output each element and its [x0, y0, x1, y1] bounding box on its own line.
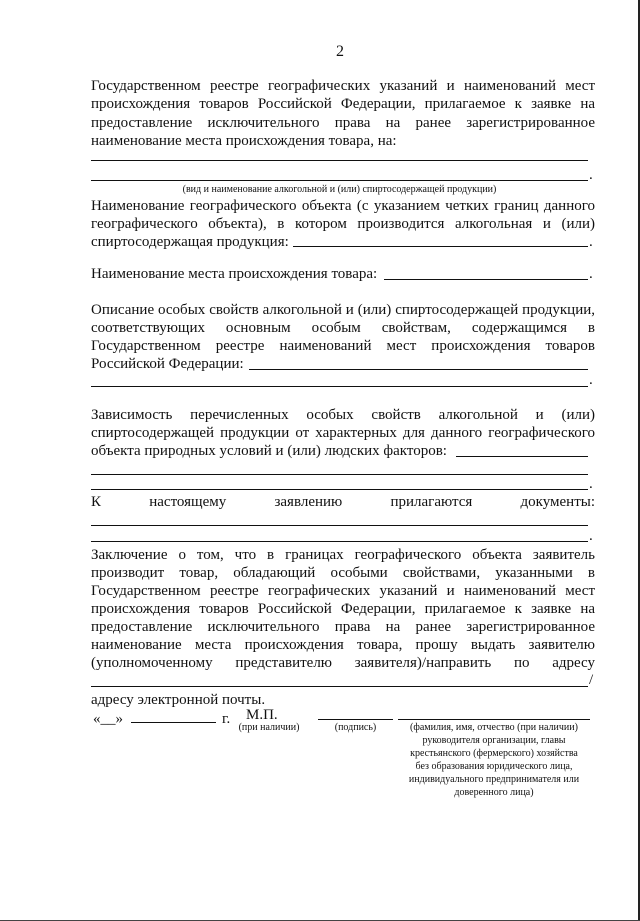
conclusion-line-5: предоставление исключительного права на ранее зарегистрированное — [91, 619, 595, 635]
conclusion-line-3: Государственном реестре географических указаний и наименований мест — [91, 583, 595, 599]
geo-line-2: географического объекта), в котором производится алкогольная и (или) — [91, 216, 595, 232]
dependency-fill-line-1[interactable] — [456, 456, 588, 457]
signature-caption: (подпись) — [334, 722, 377, 733]
name-caption-5: индивидуального предпринимателя или — [408, 774, 580, 785]
documents-line: К настоящему заявлению прилагаются документы: — [91, 494, 595, 510]
year-label: г. — [222, 711, 231, 727]
geo-fill-dot: . — [589, 234, 593, 250]
geo-line-1: Наименование географического объекта (с указанием четких границ данного — [91, 198, 595, 214]
documents-fill-line-1[interactable] — [91, 525, 588, 526]
properties-fill-line-2[interactable] — [91, 386, 588, 387]
intro-line-1: Государственном реестре географических указаний и наименований мест — [91, 78, 595, 94]
intro-line-3: предоставление исключительного права на ранее зарегистрированное — [91, 115, 595, 131]
documents-fill-dot: . — [589, 528, 593, 544]
properties-line-4: Российской Федерации: — [91, 356, 244, 372]
origin-label: Наименование места происхождения товара: — [91, 266, 378, 282]
name-caption-6: доверенного лица) — [454, 787, 534, 798]
geo-line-3: спиртосодержащая продукция: — [91, 234, 289, 250]
name-caption-4: без образования юридического лица, — [415, 761, 573, 772]
intro-line-4: наименование места происхождения товара, на: — [91, 133, 397, 149]
origin-fill-dot: . — [589, 266, 593, 282]
conclusion-line-2: производит товар, обладающий особыми свойствами, указанными в — [91, 565, 595, 581]
date-open: «__» — [93, 711, 123, 727]
geo-fill-line[interactable] — [293, 246, 588, 247]
properties-fill-dot: . — [589, 372, 593, 388]
date-month-line[interactable] — [131, 722, 216, 723]
name-caption-3: крестьянского (фермерского) хозяйства — [410, 748, 578, 759]
conclusion-line-7: (уполномоченному представителю заявителя)/направить по адресу — [91, 655, 595, 671]
product-fill-line-2[interactable] — [91, 180, 588, 181]
name-caption-2: руководителя организации, главы — [422, 735, 566, 746]
properties-line-2: соответствующих основным особым свойствам, содержащимся в — [91, 320, 595, 336]
address-fill-line[interactable] — [91, 686, 588, 687]
documents-fill-line-2[interactable] — [91, 541, 588, 542]
intro-line-2: происхождения товаров Российской Федерации, прилагаемое к заявке на — [91, 96, 595, 112]
properties-fill-line-1[interactable] — [249, 369, 588, 370]
conclusion-line-6: наименование места происхождения товара, прошу выдать заявителю — [91, 637, 595, 653]
dependency-fill-line-2[interactable] — [91, 474, 588, 475]
product-fill-dot: . — [589, 167, 593, 183]
conclusion-line-4: происхождения товаров Российской Федерации, прилагаемое к заявке на — [91, 601, 595, 617]
dependency-fill-dot: . — [589, 476, 593, 492]
address-slash: / — [589, 672, 594, 688]
dependency-line-3: объекта природных условий и (или) людских факторов: — [91, 443, 447, 459]
dependency-line-1: Зависимость перечисленных особых свойств алкогольной и (или) — [91, 407, 595, 423]
conclusion-line-1: Заключение о том, что в границах географического объекта заявитель — [91, 547, 595, 563]
email-line: адресу электронной почты. — [91, 692, 266, 708]
signature-line[interactable] — [318, 719, 393, 720]
dependency-fill-line-3[interactable] — [91, 489, 588, 490]
product-fill-line-1[interactable] — [91, 160, 588, 161]
origin-fill-line[interactable] — [384, 279, 588, 280]
name-line[interactable] — [398, 719, 590, 720]
dependency-line-2: спиртосодержащей продукции от характерных для данного географического — [91, 425, 595, 441]
stamp-caption: (при наличии) — [238, 722, 300, 733]
page-number: 2 — [336, 43, 344, 60]
properties-line-1: Описание особых свойств алкогольной и (или) спиртосодержащей продукции, — [91, 302, 595, 318]
product-caption: (вид и наименование алкогольной и (или) спиртосодержащей продукции) — [182, 184, 497, 195]
name-caption-1: (фамилия, имя, отчество (при наличии) — [410, 722, 578, 733]
stamp-label: М.П. — [246, 707, 278, 723]
properties-line-3: Государственном реестре наименований мест происхождения товаров — [91, 338, 595, 354]
